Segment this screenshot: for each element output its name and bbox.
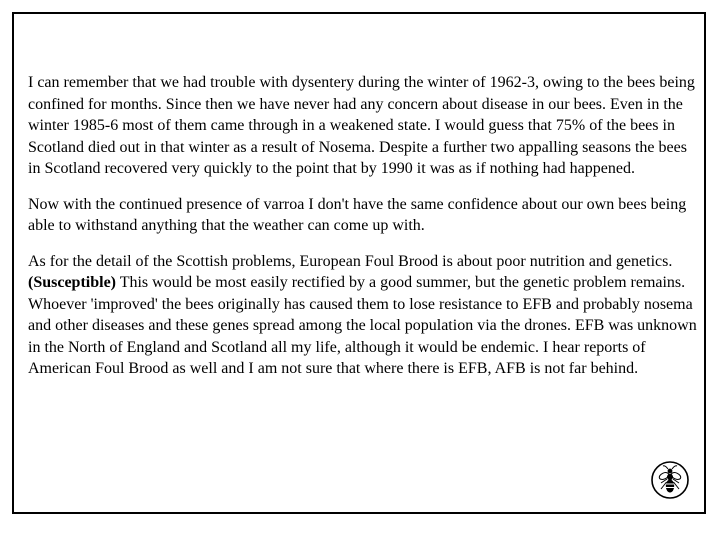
paragraph-text-before: As for the detail of the Scottish problems, European Foul Brood is about poor nutrition and genetics. [28, 252, 673, 270]
bee-icon [650, 460, 690, 500]
slide-frame [12, 12, 706, 514]
susceptible-bold-text: (Susceptible) [28, 274, 116, 291]
paragraph-dysentery: I can remember that we had trouble with dysentery during the winter of 1962-3, owing to the bees being confined for months. Since then we have never had any concern about disease in our bees. Even in the winter 1985-6 most of them came through in a weakened state. I would guess that 75% of the bees in Scotland died out in that winter as a result of Nosema. Despite a further two appalling seasons the bees in Scotland recovered very quickly to the point that by 1990 it was as if nothing had happened. [28, 74, 695, 177]
paragraph-varroa: Now with the continued presence of varroa I don't have the same confidence about our own bees being able to withstand anything that the weather can come up with. [28, 195, 687, 234]
text-body [28, 72, 698, 394]
paragraph-scottish-problems [28, 251, 698, 380]
paragraph-text-after: This would be most easily rectified by a good summer, but the genetic problem remains. Whoever 'improved' the bees originally has caused them to lose resistance to EFB and probably nosema and other diseases and these genes spread among the local population via the drones. EFB was unknown in the North of England and Scotland all my life, although it would be endemic. I hear reports of American Foul Brood as well and I am not sure that where there is EFB, AFB is not far behind. [28, 274, 697, 377]
